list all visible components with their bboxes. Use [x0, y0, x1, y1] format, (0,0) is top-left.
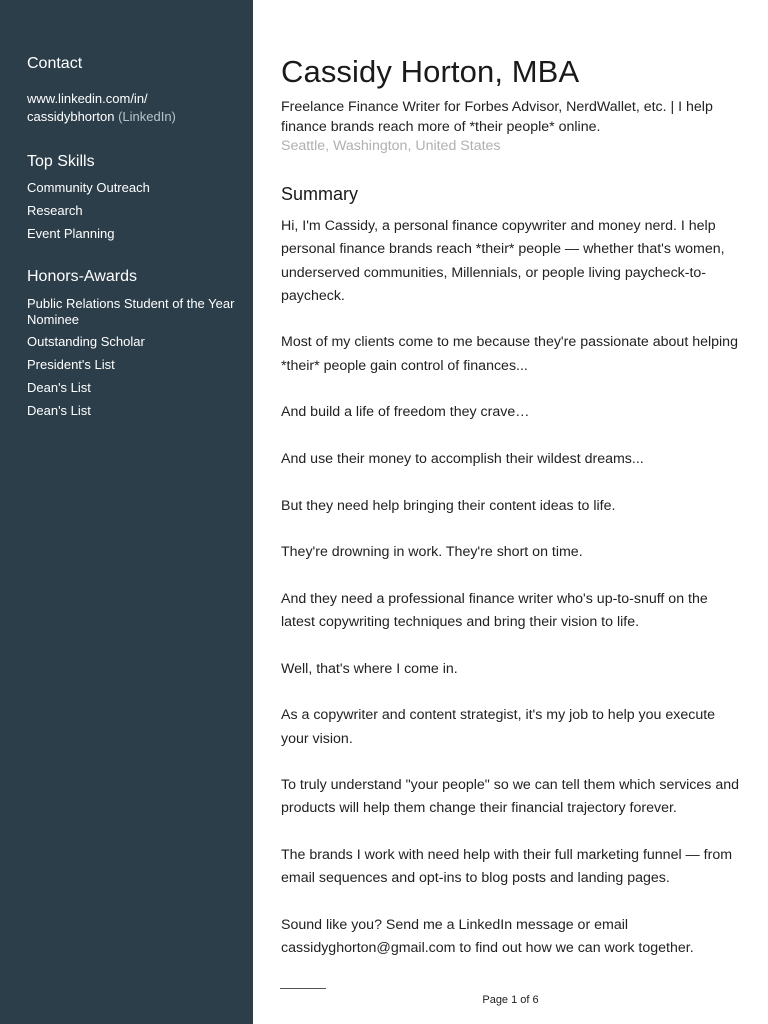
main-content [253, 0, 768, 1024]
summary-heading: Summary [281, 184, 359, 204]
summary-paragraph: Well, that's where I come in. [281, 660, 458, 677]
summary-paragraph: And build a life of freedom they crave… [281, 404, 530, 421]
honor-item: Dean's List [27, 379, 91, 395]
profile-name: Cassidy Horton, MBA [281, 54, 580, 89]
honors-heading: Honors-Awards [27, 268, 137, 286]
summary-paragraph: But they need help bringing their content ideas to life. [281, 497, 616, 514]
summary-paragraph: Most of my clients come to me because they're passionate about helping *their* people gain control of finances... [281, 334, 738, 374]
footer-divider [280, 988, 326, 989]
summary-paragraph: As a copywriter and content strategist, it's my job to help you execute your vision. [281, 707, 716, 747]
summary-paragraph: They're drowning in work. They're short on time. [281, 544, 583, 561]
linkedin-tag: (LinkedIn) [118, 109, 176, 124]
summary-paragraph: And they need a professional finance writer who's up-to-snuff on the latest copywriting techniques and bring their vision to life. [281, 590, 708, 631]
honor-item: Public Relations Student of the Year Nominee [27, 296, 235, 327]
honor-item: Dean's List [27, 402, 91, 418]
skills-heading: Top Skills [27, 153, 95, 170]
summary-paragraph: Hi, I'm Cassidy, a personal finance copywriter and money nerd. I help personal finance brands reach *their* people — whether that's women, underserved communities, Millennials, or people living paycheck-to-paycheck. [281, 218, 725, 304]
honors-section [27, 268, 239, 418]
honor-item: Outstanding Scholar [27, 334, 145, 350]
honors-list [27, 296, 239, 418]
summary-paragraph: Sound like you? Send me a LinkedIn message or email cassidyghorton@gmail.com to find out how we can work together. [281, 916, 694, 957]
summary-paragraph: To truly understand "your people" so we can tell them which services and products will help them change their financial trajectory forever. [281, 777, 740, 817]
summary-paragraph: And use their money to accomplish their wildest dreams... [281, 450, 644, 467]
skill-item: Community Outreach [27, 180, 150, 195]
skill-item: Event Planning [27, 225, 115, 241]
profile-headline: Freelance Finance Writer for Forbes Advisor, NerdWallet, etc. | I help finance brands reach more of *their people* online. [281, 99, 713, 135]
summary-paragraph: The brands I work with need help with their full marketing funnel — from email sequences and opt-ins to blog posts and landing pages. [281, 847, 733, 887]
sidebar [0, 0, 253, 1024]
linkedin-url-line2[interactable]: cassidybhorton [27, 109, 115, 124]
contact-section [27, 55, 239, 126]
honor-item: President's List [27, 357, 115, 373]
skills-section [27, 153, 239, 241]
skills-list [27, 180, 239, 241]
profile-location: Seattle, Washington, United States [281, 138, 501, 154]
page-number: Page 1 of 6 [482, 994, 539, 1006]
linkedin-url-line2-wrap [27, 108, 239, 126]
linkedin-contact[interactable] [27, 90, 239, 126]
summary-body [281, 215, 742, 961]
contact-heading: Contact [27, 55, 83, 72]
skill-item: Research [27, 202, 83, 218]
linkedin-url-line1[interactable]: www.linkedin.com/in/ [27, 91, 148, 106]
